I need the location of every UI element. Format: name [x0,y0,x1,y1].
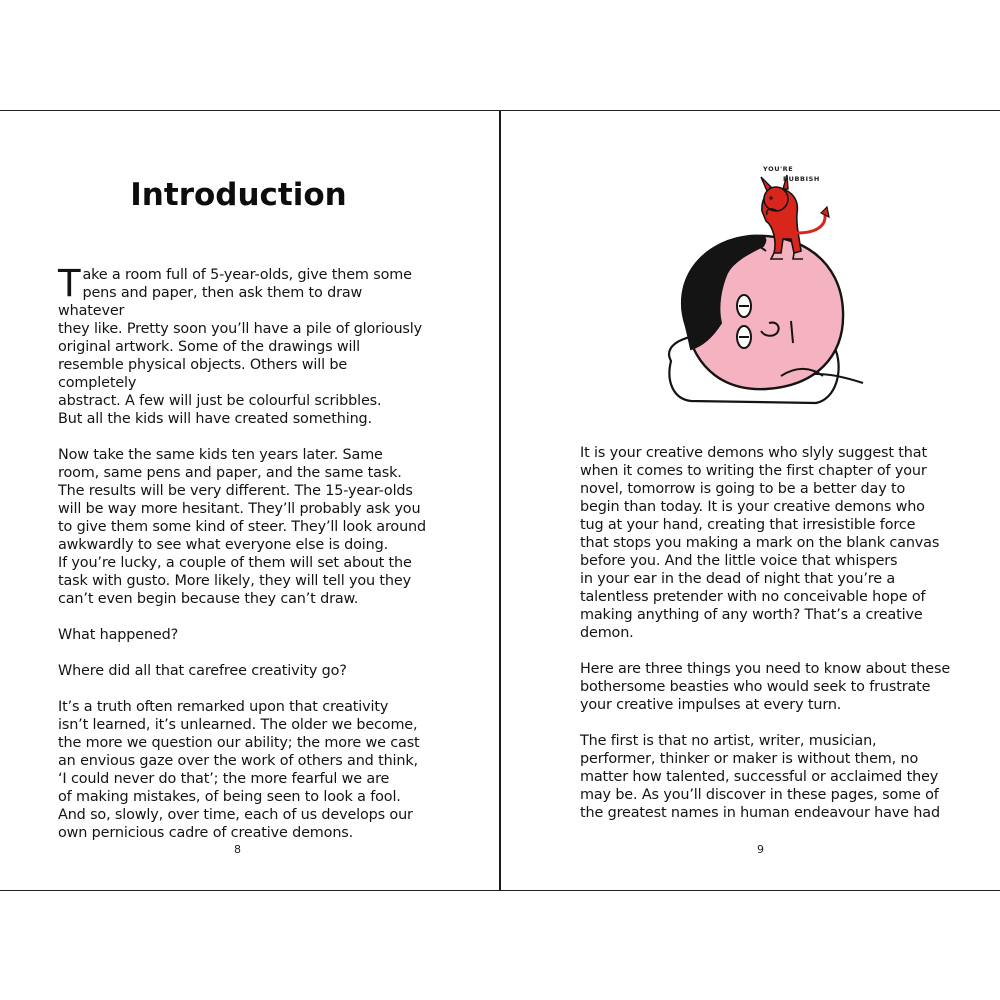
demon-illustration [631,165,871,411]
sleeping-person-with-demon-icon [631,171,871,411]
left-page [0,111,499,890]
right-page-body [580,444,955,840]
paragraph-text: ake a room full of 5-year-olds, give them some pens and paper, then ask them to draw whatever they like. Pretty soon you’ll have a pile of gloriously original artwork. Some of the drawings will resemble physical objects. Others will be completely abstract. A few will just be colourful scribbles. But all the kids will have created something. [58,267,422,427]
left-page-body [58,262,428,860]
paragraph: Where did all that carefree creativity go? [58,663,347,679]
paragraph: Now take the same kids ten years later. Same room, same pens and paper, and the same task. The results will be very different. The 15-year-olds will be way more hesitant. They’ll probably ask you to give them some kind of steer. They’ll look around awkwardly to see what everyone else is doing. If you’re lucky, a couple of them will set about the task with gusto. More likely, they will tell you they can’t even begin because they can’t draw. [58,447,426,607]
paragraph: It is your creative demons who slyly suggest that when it comes to writing the first chapter of your novel, tomorrow is going to be a better day to begin than today. It is your creative demons who tug at your hand, creating that irresistible force that stops you making a mark on the blank canvas before you. And the little voice that whispers in your ear in the dead of night that you’re a talentless pretender with no conceivable hope of making anything of any worth? That’s a creative demon. [580,445,940,641]
speech-text: RUBBISH [783,175,820,183]
paragraph [58,262,428,428]
book-spread [0,110,1000,891]
paragraph: It’s a truth often remarked upon that creativity isn’t learned, it’s unlearned. The older we become, the more we question our ability; the more we cast an envious gaze over the work of others and think, ‘I could never do that’; the more fearful we are of making mistakes, of being seen to look a fool. And so, slowly, over time, each of us develops our own pernicious cadre of creative demons. [58,699,420,841]
drop-cap: T [58,262,81,305]
paragraph: Here are three things you need to know about these bothersome beasties who would seek to frustrate your creative impulses at every turn. [580,661,951,713]
paragraph: What happened? [58,627,179,643]
chapter-heading: Introduction [130,177,347,213]
right-page [501,111,1000,890]
speech-text: YOU'RE [763,165,794,173]
paragraph: The first is that no artist, writer, musician, performer, thinker or maker is without them, no matter how talented, successful or acclaimed they may be. As you’ll discover in these pages, some of the greatest names in human endeavour have had [580,733,940,821]
page-number: 8 [234,843,241,856]
page-number: 9 [757,843,764,856]
